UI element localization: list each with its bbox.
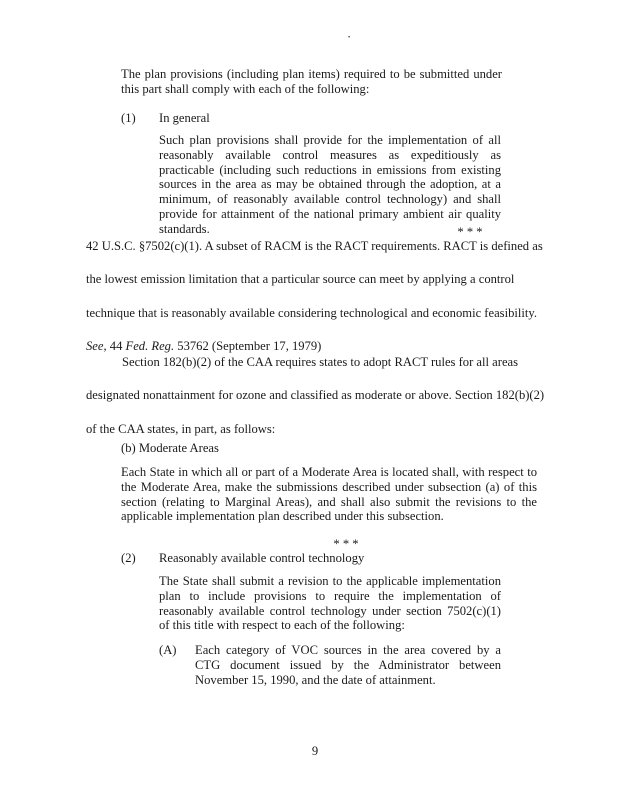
itemA-text: Each category of VOC sources in the area covered by a CTG document issued by the Administrator between November 15, 1990, and the date of attainment. <box>195 643 501 687</box>
item2-number: (2) <box>121 551 136 565</box>
ellipsis-stars-2: * * * <box>333 537 359 551</box>
item2-text: The State shall submit a revision to the applicable implementation plan to include provisions to require the implementation of reasonably available control technology under section 7502(c)(1) of this title with respect to each of the following: <box>159 574 501 633</box>
paragraph-ract-definition <box>86 230 546 363</box>
item1-number: (1) <box>121 111 136 125</box>
citation-volume: 44 <box>106 338 126 353</box>
top-mark: · <box>347 30 352 44</box>
citation-page-date: 53762 (September 17, 1979) <box>174 338 322 353</box>
para1-line2: the lowest emission limitation that a particular source can meet by applying a control <box>86 272 515 287</box>
intro-text: The plan provisions (including plan items) required to be submitted under this part shall comply with each of the following: <box>121 67 502 96</box>
para1-line3: technique that is reasonably available considering technological and economic feasibility. <box>86 305 538 320</box>
item1-heading: In general <box>159 111 210 125</box>
citation-see: See, <box>86 338 107 353</box>
para2-line2: designated nonattainment for ozone and classified as moderate or above. Section 182(b)(2) <box>86 388 545 403</box>
paragraph-section-182 <box>86 346 546 446</box>
page-number: 9 <box>311 744 319 758</box>
subsection-b-text: Each State in which all or part of a Moderate Area is located shall, with respect to the Moderate Area, make the submissions described under subsection (a) of this section (relating to Marginal Areas), and shall also submit the revisions to the applicable implementation plan described under this subsection. <box>121 465 537 524</box>
ellipsis-stars-1: * * * <box>457 225 483 239</box>
citation-reporter: Fed. Reg. <box>125 338 175 353</box>
itemA-number: (A) <box>159 643 177 657</box>
para1-line1: 42 U.S.C. §7502(c)(1). A subset of RACM is the RACT requirements. RACT is defined as <box>86 239 543 253</box>
subsection-b-heading: (b) Moderate Areas <box>121 441 219 455</box>
para2-line1: Section 182(b)(2) of the CAA requires states to adopt RACT rules for all areas <box>122 355 519 369</box>
item1-text: Such plan provisions shall provide for the implementation of all reasonably available control measures as expeditiously as practicable (including such reductions in emissions from existing sources in the area as may be obtained through the adoption, at a minimum, of reasonably available control technology) and shall provide for attainment of the national primary ambient air quality standards. <box>159 133 501 236</box>
para2-line3: of the CAA states, in part, as follows: <box>86 421 276 436</box>
item2-heading: Reasonably available control technology <box>159 551 365 565</box>
